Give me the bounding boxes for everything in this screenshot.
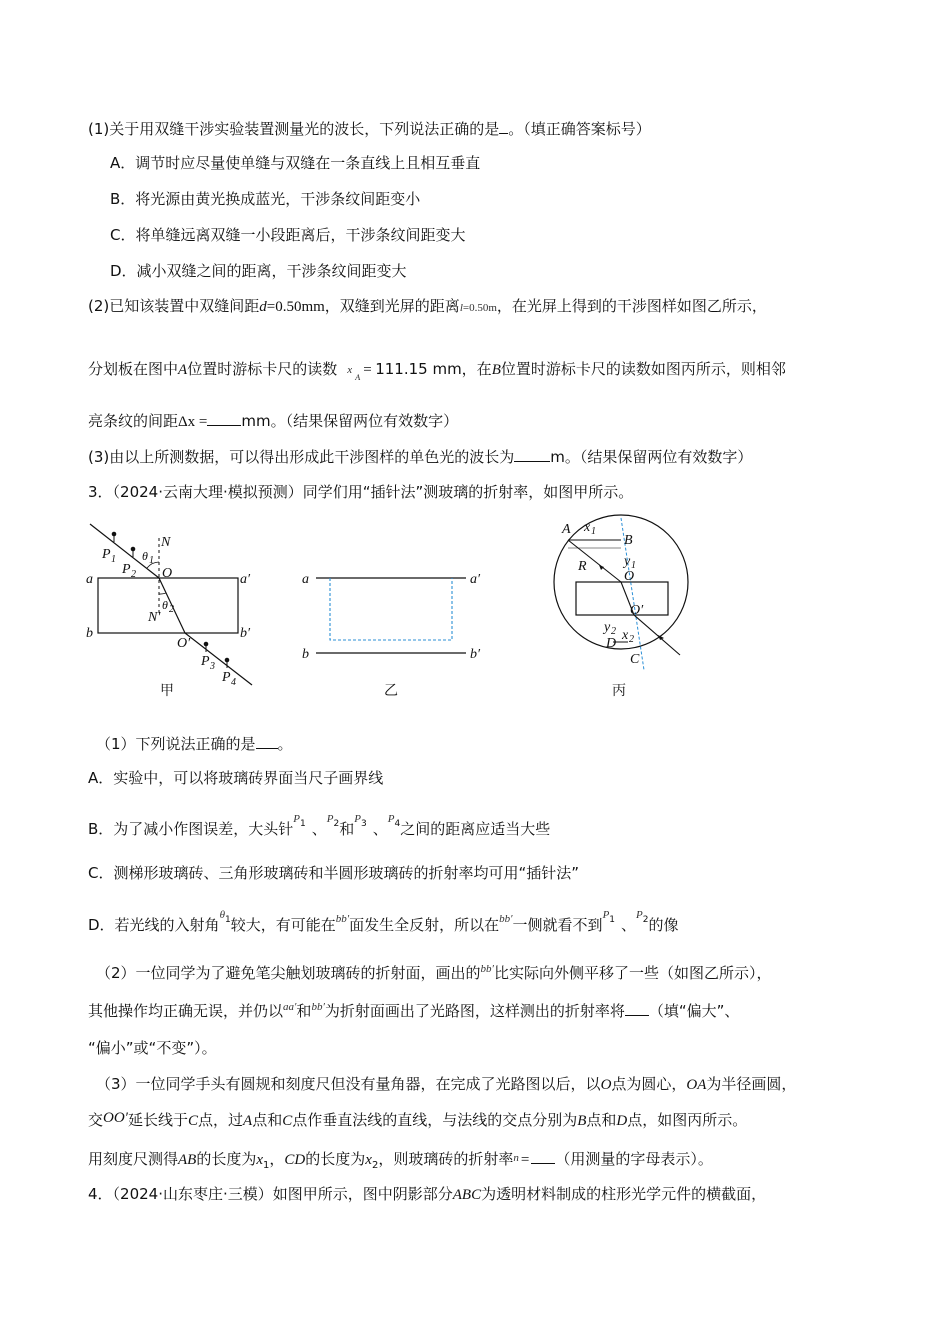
svg-text:y: y [624,554,631,569]
svg-text:a: a [86,572,93,587]
svg-text:y: y [604,620,611,635]
svg-text:P: P [102,547,111,562]
q3-option-a: A．实验中，可以将玻璃砖界面当尺子画界线 [88,769,384,787]
q2-part2-line1: (2)已知该装置中双缝间距d=0.50mm，双缝到光屏的距离l=0.50m，在光屏上得到的干涉图样如图乙所示， [88,297,767,315]
caption-bing: 丙 [612,683,626,699]
svg-text:1: 1 [111,554,116,565]
q3-part2-line2: 其他操作均正确无误，并仍以$^{aa'}$和$^{bb'}$为折射面画出了光路图，这样测出的折射率将 （填“偏大”、 [88,1001,740,1020]
q3-part3-line2: 交OO′延长线于C点，过A点和C点作垂直法线的直线，与法线的交点分别为B点和D点，如图丙所示。 [88,1110,748,1129]
answer-blank[interactable] [207,410,241,426]
answer-blank[interactable] [514,446,550,462]
svg-text:2: 2 [131,569,136,580]
svg-text:P: P [222,670,231,685]
svg-text:P: P [201,654,210,669]
answer-blank[interactable] [625,1000,649,1016]
pin-p3 [204,642,209,647]
svg-text:D: D [606,636,617,651]
pin-p2 [131,547,136,552]
svg-text:P: P [122,562,131,577]
svg-text:b′: b′ [470,647,481,662]
answer-blank[interactable] [499,118,508,134]
q2-part2-line3: 亮条纹的间距Δx = mm。（结果保留两位有效数字） [88,412,459,430]
svg-text:B: B [624,533,633,548]
figure-yi [296,516,496,704]
svg-text:C: C [630,652,640,667]
svg-text:b: b [302,647,309,662]
svg-text:2: 2 [611,626,616,637]
q3-part3-line1: （3）一位同学手头有圆规和刻度尺但没有量角器，在完成了光路图以后，以O点为圆心，OA为半径画圆， [96,1075,797,1093]
answer-blank[interactable] [256,733,278,749]
svg-text:2: 2 [629,634,634,645]
figure-bing [548,510,698,704]
svg-text:a′: a′ [470,572,481,587]
q2-option-a: A．调节时应尽量使单缝与双缝在一条直线上且相互垂直 [110,154,481,172]
svg-text:N′: N′ [148,610,161,625]
q2-option-d: D．减小双缝之间的距离，干涉条纹间距变大 [110,262,407,280]
svg-text:O′: O′ [177,636,191,651]
svg-text:N: N [161,535,171,550]
svg-text:θ: θ [142,549,148,563]
q4-title: 4．（2024·山东枣庄·三模）如图甲所示，图中阴影部分ABC为透明材料制成的柱形光学元件的横截面， [88,1185,767,1203]
caption-jia: 甲 [160,683,174,699]
svg-text:3: 3 [210,661,215,672]
q3-part2-line3: “偏小”或“不变”）。 [88,1039,217,1057]
glass-brick [98,578,238,633]
answer-blank[interactable] [531,1148,555,1164]
q2-part2-line2: 分划板在图中A位置时游标卡尺的读数 x A = 111.15 mm，在B位置时游标卡尺的读数如图丙所示，则相邻 [88,360,786,382]
glass-brick [576,582,668,615]
q3-title: 3．（2024·云南大理·模拟预测）同学们用“插针法”测玻璃的折射率，如图甲所示。 [88,483,634,501]
svg-text:1: 1 [149,555,154,566]
svg-text:a′: a′ [240,572,251,587]
svg-text:a: a [302,572,309,587]
caption-yi: 乙 [384,683,398,699]
q2-part1-stem: (1)关于用双缝干涉实验装置测量光的波长，下列说法正确的是 。（填正确答案标号） [88,120,651,138]
q3-part3-line3: 用刻度尺测得AB的长度为$x_1$，CD的长度为$x_2$，则玻璃砖的折射率$^n$ = （用测量的字母表示）。 [88,1150,713,1171]
svg-text:2: 2 [169,604,174,615]
q2-option-c: C．将单缝远离双缝一小段距离后，干涉条纹间距变大 [110,226,466,244]
svg-text:A: A [562,522,571,537]
q3-part2-line1: （2）一位同学为了避免笔尖触划玻璃砖的折射面，画出的$^{bb'}$比实际向外侧平移了一些（如图乙所示）， [96,963,772,982]
figure-jia [82,516,262,704]
q3-option-b: B．为了减小作图误差，大头针$^{P1}$ 、$^{P2}$和$^{P3}$ 、$^{P4}$之间的距离应适当大些 [88,813,551,838]
q3-option-d: D．若光线的入射角$^{\theta 1}$较大，有可能在$^{bb'}$面发生全反射，所以在$^{bb'}$一侧就看不到$^{P1}$ 、$^{P2}$的像 [88,909,679,934]
svg-text:1: 1 [591,526,596,537]
svg-text:θ: θ [162,598,168,612]
svg-text:O′: O′ [630,603,644,618]
svg-text:x: x [584,520,591,535]
svg-text:1: 1 [631,560,636,571]
svg-text:R: R [578,559,587,574]
q2-option-b: B．将光源由黄光换成蓝光，干涉条纹间距变小 [110,190,421,208]
q3-part1-stem: （1）下列说法正确的是 。 [96,735,293,753]
incident-ray [568,540,621,582]
actual-brick-outline [330,578,452,640]
q2-part3: (3)由以上所测数据，可以得出形成此干涉图样的单色光的波长为 m。（结果保留两位有效数字） [88,448,753,466]
svg-text:O: O [162,566,173,581]
svg-text:O: O [624,569,635,584]
svg-text:b′: b′ [240,626,251,641]
svg-text:b: b [86,626,93,641]
pin-p4 [225,658,230,663]
svg-text:x: x [622,628,629,643]
pin-p1 [112,532,117,537]
svg-text:4: 4 [231,677,236,688]
q3-option-c: C．测梯形玻璃砖、三角形玻璃砖和半圆形玻璃砖的折射率均可用“插针法” [88,864,580,882]
